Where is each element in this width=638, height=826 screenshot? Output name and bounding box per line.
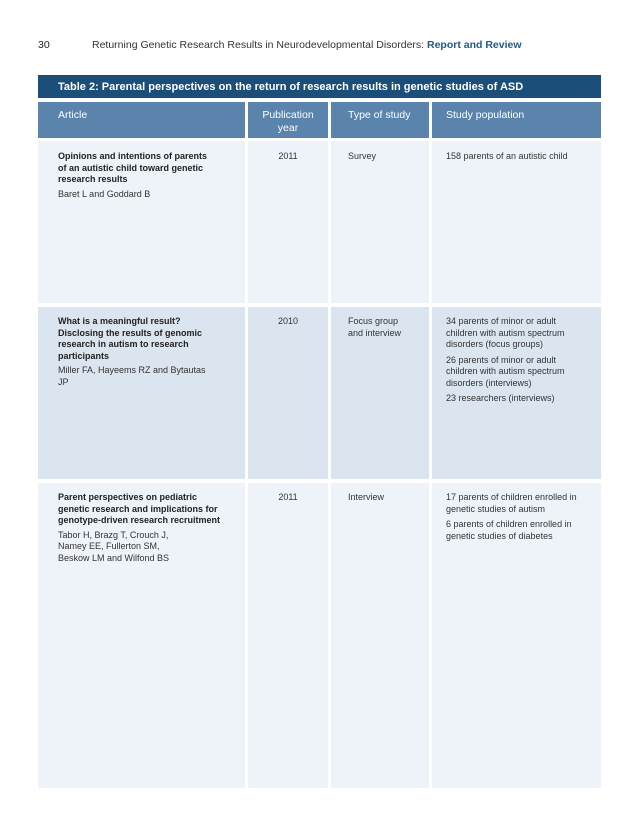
page-number: 30 — [38, 39, 50, 51]
table-row-1-population — [432, 141, 601, 303]
table-row-3-article — [38, 483, 245, 788]
column-header-article-label: Article — [58, 109, 88, 121]
table-row-3-type — [331, 483, 429, 788]
column-header-type-of-study — [331, 102, 429, 138]
article-authors: Baret L and Goddard B — [58, 188, 151, 199]
table-row-1-year — [248, 141, 328, 303]
table-row-1-article — [38, 141, 245, 303]
table-row-2-year — [248, 307, 328, 479]
column-header-publication-year — [248, 102, 328, 138]
article-authors: Tabor H, Brazg T, Crouch J, Namey EE, Fullerton SM, Beskow LM and Wilfond BS — [58, 529, 170, 563]
running-title — [92, 39, 522, 51]
column-header-study-population — [432, 102, 601, 138]
article-title: Opinions and intentions of parents of an autistic child toward genetic research results — [58, 151, 208, 184]
population-entry: 23 researchers (interviews) — [446, 393, 555, 403]
table-row-2-article — [38, 307, 245, 479]
table-title: Table 2: Parental perspectives on the return of research results in genetic studies of ASD — [38, 75, 601, 98]
population-entry: 158 parents of an autistic child — [446, 151, 568, 161]
study-type: Interview — [348, 492, 385, 502]
column-header-population-label: Study population — [446, 109, 525, 121]
study-type: Focus group and interview — [348, 316, 402, 338]
table-row-2-type — [331, 307, 429, 479]
article-title: What is a meaningful result? Disclosing the results of genomic research in autism to research participants — [58, 316, 203, 361]
article-authors: Miller FA, Hayeems RZ and Bytautas JP — [58, 365, 206, 387]
population-entry: 6 parents of children enrolled in genetic studies of diabetes — [446, 519, 572, 541]
table-row-3-population — [432, 483, 601, 788]
population-entry: 34 parents of minor or adult children with autism spectrum disorders (focus groups) — [446, 316, 565, 349]
population-entry: 17 parents of children enrolled in genetic studies of autism — [446, 492, 577, 514]
running-title-main: Returning Genetic Research Results in Neurodevelopmental Disorders: — [92, 39, 425, 51]
column-header-type-label: Type of study — [348, 109, 411, 121]
publication-year: 2011 — [278, 492, 298, 502]
table-row-3-year — [248, 483, 328, 788]
column-header-article — [38, 102, 245, 138]
table-row-1-type — [331, 141, 429, 303]
article-title: Parent perspectives on pediatric genetic research and implications for genotype-driven research recruitment — [58, 492, 221, 525]
publication-year: 2010 — [277, 316, 299, 326]
publication-year: 2011 — [278, 151, 298, 161]
study-type: Survey — [348, 151, 377, 161]
table-row-2-population — [432, 307, 601, 479]
running-title-accent: Report and Review — [427, 39, 522, 51]
column-header-year-label: Publication year — [262, 109, 314, 134]
population-entry: 26 parents of minor or adult children with autism spectrum disorders (interviews) — [446, 354, 565, 388]
